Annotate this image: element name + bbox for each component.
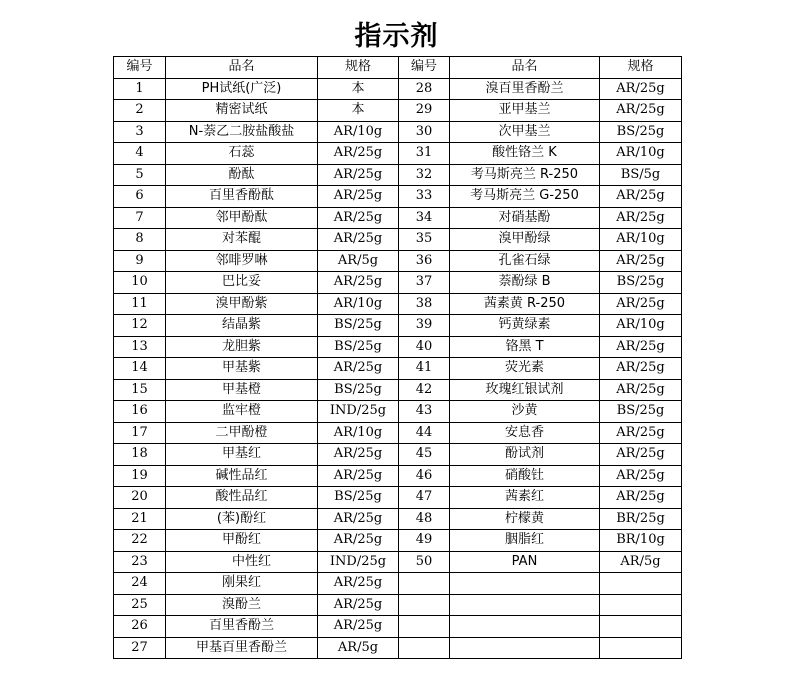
item-spec: BS/25g bbox=[318, 315, 399, 337]
item-name: 精密试纸 bbox=[166, 100, 318, 122]
item-name: 对苯醌 bbox=[166, 229, 318, 251]
item-no: 28 bbox=[399, 78, 450, 100]
item-name: 邻甲酚酞 bbox=[166, 207, 318, 229]
item-name: 百里香酚兰 bbox=[166, 616, 318, 638]
item-no: 35 bbox=[399, 229, 450, 251]
item-no: 50 bbox=[399, 551, 450, 573]
item-spec: AR/25g bbox=[318, 465, 399, 487]
table-row bbox=[114, 293, 682, 315]
item-no bbox=[399, 637, 450, 659]
item-spec: IND/25g bbox=[318, 401, 399, 423]
item-no bbox=[399, 573, 450, 595]
item-no: 49 bbox=[399, 530, 450, 552]
item-no: 8 bbox=[114, 229, 166, 251]
item-name: 监牢橙 bbox=[166, 401, 318, 423]
item-spec: BS/25g bbox=[318, 487, 399, 509]
item-no: 30 bbox=[399, 121, 450, 143]
item-no: 23 bbox=[114, 551, 166, 573]
item-spec: AR/25g bbox=[600, 293, 682, 315]
item-spec bbox=[600, 573, 682, 595]
item-name: 萘酚绿 B bbox=[450, 272, 600, 294]
item-name: 龙胆紫 bbox=[166, 336, 318, 358]
item-spec: BS/25g bbox=[600, 121, 682, 143]
item-spec: AR/25g bbox=[318, 272, 399, 294]
item-name: 铬黑 T bbox=[450, 336, 600, 358]
table-row bbox=[114, 186, 682, 208]
item-no bbox=[399, 594, 450, 616]
item-no: 43 bbox=[399, 401, 450, 423]
item-spec: AR/25g bbox=[318, 207, 399, 229]
item-spec: AR/10g bbox=[318, 121, 399, 143]
item-name: PH试纸(广泛) bbox=[166, 78, 318, 100]
item-no: 34 bbox=[399, 207, 450, 229]
item-spec: AR/10g bbox=[600, 143, 682, 165]
item-no: 19 bbox=[114, 465, 166, 487]
item-no: 37 bbox=[399, 272, 450, 294]
item-name bbox=[450, 594, 600, 616]
item-name: N-萘乙二胺盐酸盐 bbox=[166, 121, 318, 143]
table-row bbox=[114, 78, 682, 100]
item-no: 14 bbox=[114, 358, 166, 380]
table-row bbox=[114, 487, 682, 509]
table-row bbox=[114, 207, 682, 229]
item-name: 茜素黄 R-250 bbox=[450, 293, 600, 315]
item-name: 巴比妥 bbox=[166, 272, 318, 294]
item-no: 31 bbox=[399, 143, 450, 165]
item-name: 溴百里香酚兰 bbox=[450, 78, 600, 100]
item-spec: AR/25g bbox=[318, 444, 399, 466]
item-name: 甲基百里香酚兰 bbox=[166, 637, 318, 659]
item-name: 安息香 bbox=[450, 422, 600, 444]
table-row bbox=[114, 530, 682, 552]
item-spec bbox=[600, 594, 682, 616]
item-name: 结晶紫 bbox=[166, 315, 318, 337]
item-spec: AR/10g bbox=[600, 229, 682, 251]
item-no: 21 bbox=[114, 508, 166, 530]
item-name bbox=[450, 637, 600, 659]
item-spec: AR/25g bbox=[600, 207, 682, 229]
item-no: 17 bbox=[114, 422, 166, 444]
item-no: 46 bbox=[399, 465, 450, 487]
item-name: 考马斯亮兰 G-250 bbox=[450, 186, 600, 208]
item-no: 20 bbox=[114, 487, 166, 509]
item-spec: BS/25g bbox=[318, 379, 399, 401]
table-row bbox=[114, 250, 682, 272]
table-row bbox=[114, 358, 682, 380]
item-name: 甲酚红 bbox=[166, 530, 318, 552]
item-spec: AR/25g bbox=[600, 100, 682, 122]
item-spec: AR/25g bbox=[600, 422, 682, 444]
item-name: 石蕊 bbox=[166, 143, 318, 165]
header-name-left: 品名 bbox=[166, 57, 318, 79]
item-no: 7 bbox=[114, 207, 166, 229]
item-name: 溴酚兰 bbox=[166, 594, 318, 616]
item-no: 24 bbox=[114, 573, 166, 595]
item-spec bbox=[600, 637, 682, 659]
item-name: 孔雀石绿 bbox=[450, 250, 600, 272]
item-no: 26 bbox=[114, 616, 166, 638]
table-row bbox=[114, 121, 682, 143]
item-no: 29 bbox=[399, 100, 450, 122]
item-name: 柠檬黄 bbox=[450, 508, 600, 530]
item-spec: 本 bbox=[318, 78, 399, 100]
item-no: 13 bbox=[114, 336, 166, 358]
item-no: 2 bbox=[114, 100, 166, 122]
item-spec: BR/10g bbox=[600, 530, 682, 552]
item-spec: AR/25g bbox=[318, 616, 399, 638]
item-spec: BR/25g bbox=[600, 508, 682, 530]
page-title: 指示剂 bbox=[354, 21, 439, 52]
item-no: 3 bbox=[114, 121, 166, 143]
item-spec bbox=[600, 616, 682, 638]
item-name: 钙黄绿素 bbox=[450, 315, 600, 337]
item-name: 刚果红 bbox=[166, 573, 318, 595]
item-no: 9 bbox=[114, 250, 166, 272]
item-name: 硝酸钍 bbox=[450, 465, 600, 487]
item-no: 25 bbox=[114, 594, 166, 616]
item-no: 32 bbox=[399, 164, 450, 186]
item-name bbox=[450, 616, 600, 638]
table-row bbox=[114, 465, 682, 487]
item-spec: AR/5g bbox=[318, 637, 399, 659]
item-spec: AR/25g bbox=[318, 186, 399, 208]
table-row bbox=[114, 594, 682, 616]
item-name: 酸性铬兰 K bbox=[450, 143, 600, 165]
table-row bbox=[114, 272, 682, 294]
item-name: PAN bbox=[450, 551, 600, 573]
item-no: 22 bbox=[114, 530, 166, 552]
item-name: 茜素红 bbox=[450, 487, 600, 509]
item-no: 44 bbox=[399, 422, 450, 444]
table-row bbox=[114, 336, 682, 358]
item-name: (苯)酚红 bbox=[166, 508, 318, 530]
item-spec: AR/5g bbox=[318, 250, 399, 272]
item-spec: AR/25g bbox=[318, 594, 399, 616]
item-spec: BS/25g bbox=[600, 401, 682, 423]
item-spec: AR/25g bbox=[600, 78, 682, 100]
item-name: 溴甲酚绿 bbox=[450, 229, 600, 251]
item-spec: AR/25g bbox=[600, 465, 682, 487]
header-spec-right: 规格 bbox=[600, 57, 682, 79]
table-row bbox=[114, 100, 682, 122]
item-spec: AR/10g bbox=[318, 293, 399, 315]
item-no: 40 bbox=[399, 336, 450, 358]
item-no: 42 bbox=[399, 379, 450, 401]
item-name: 次甲基兰 bbox=[450, 121, 600, 143]
header-no-right: 编号 bbox=[399, 57, 450, 79]
item-spec: AR/25g bbox=[600, 186, 682, 208]
item-spec: 本 bbox=[318, 100, 399, 122]
table-row bbox=[114, 444, 682, 466]
item-no: 39 bbox=[399, 315, 450, 337]
item-no: 4 bbox=[114, 143, 166, 165]
header-no-left: 编号 bbox=[114, 57, 166, 79]
item-spec: AR/25g bbox=[600, 487, 682, 509]
item-no: 36 bbox=[399, 250, 450, 272]
item-name: 百里香酚酞 bbox=[166, 186, 318, 208]
item-spec: AR/25g bbox=[318, 530, 399, 552]
item-no bbox=[399, 616, 450, 638]
item-name: 酚试剂 bbox=[450, 444, 600, 466]
item-name: 对硝基酚 bbox=[450, 207, 600, 229]
header-spec-left: 规格 bbox=[318, 57, 399, 79]
item-spec: AR/10g bbox=[600, 315, 682, 337]
item-spec: BS/25g bbox=[600, 272, 682, 294]
item-name: 玫瑰红银试剂 bbox=[450, 379, 600, 401]
item-spec: AR/25g bbox=[318, 358, 399, 380]
item-name: 胭脂红 bbox=[450, 530, 600, 552]
item-name: 二甲酚橙 bbox=[166, 422, 318, 444]
item-no: 27 bbox=[114, 637, 166, 659]
item-spec: AR/25g bbox=[318, 229, 399, 251]
item-name: 荧光素 bbox=[450, 358, 600, 380]
item-spec: AR/25g bbox=[600, 358, 682, 380]
item-spec: AR/5g bbox=[600, 551, 682, 573]
item-spec: BS/5g bbox=[600, 164, 682, 186]
table-row bbox=[114, 401, 682, 423]
item-no: 15 bbox=[114, 379, 166, 401]
header-name-right: 品名 bbox=[450, 57, 600, 79]
table-row bbox=[114, 315, 682, 337]
item-name: 酸性品红 bbox=[166, 487, 318, 509]
item-spec: AR/25g bbox=[600, 336, 682, 358]
item-name: 甲基橙 bbox=[166, 379, 318, 401]
item-spec: AR/25g bbox=[318, 508, 399, 530]
item-no: 38 bbox=[399, 293, 450, 315]
item-spec: AR/10g bbox=[318, 422, 399, 444]
table-row bbox=[114, 508, 682, 530]
item-name: 沙黄 bbox=[450, 401, 600, 423]
item-spec: IND/25g bbox=[318, 551, 399, 573]
table-row bbox=[114, 637, 682, 659]
item-no: 41 bbox=[399, 358, 450, 380]
item-no: 18 bbox=[114, 444, 166, 466]
table-row bbox=[114, 229, 682, 251]
table-row bbox=[114, 573, 682, 595]
item-no: 33 bbox=[399, 186, 450, 208]
table-row bbox=[114, 164, 682, 186]
item-spec: AR/25g bbox=[318, 143, 399, 165]
item-name: 考马斯亮兰 R-250 bbox=[450, 164, 600, 186]
item-name: 酚酞 bbox=[166, 164, 318, 186]
table-row bbox=[114, 551, 682, 573]
item-no: 11 bbox=[114, 293, 166, 315]
item-no: 5 bbox=[114, 164, 166, 186]
item-no: 47 bbox=[399, 487, 450, 509]
item-no: 45 bbox=[399, 444, 450, 466]
item-name: 碱性品红 bbox=[166, 465, 318, 487]
item-no: 12 bbox=[114, 315, 166, 337]
item-spec: AR/25g bbox=[318, 164, 399, 186]
indicator-table bbox=[113, 56, 682, 659]
item-name: 中性红 bbox=[166, 551, 318, 573]
item-name: 邻啡罗啉 bbox=[166, 250, 318, 272]
item-no: 6 bbox=[114, 186, 166, 208]
item-no: 48 bbox=[399, 508, 450, 530]
table-row bbox=[114, 143, 682, 165]
item-spec: AR/25g bbox=[318, 573, 399, 595]
item-no: 10 bbox=[114, 272, 166, 294]
item-no: 16 bbox=[114, 401, 166, 423]
item-spec: AR/25g bbox=[600, 250, 682, 272]
item-name bbox=[450, 573, 600, 595]
table-row bbox=[114, 379, 682, 401]
item-name: 溴甲酚紫 bbox=[166, 293, 318, 315]
item-spec: BS/25g bbox=[318, 336, 399, 358]
table-row bbox=[114, 422, 682, 444]
header-row bbox=[114, 57, 682, 79]
table-row bbox=[114, 616, 682, 638]
item-spec: AR/25g bbox=[600, 379, 682, 401]
item-name: 甲基紫 bbox=[166, 358, 318, 380]
item-name: 甲基红 bbox=[166, 444, 318, 466]
item-spec: AR/25g bbox=[600, 444, 682, 466]
item-name: 亚甲基兰 bbox=[450, 100, 600, 122]
item-no: 1 bbox=[114, 78, 166, 100]
